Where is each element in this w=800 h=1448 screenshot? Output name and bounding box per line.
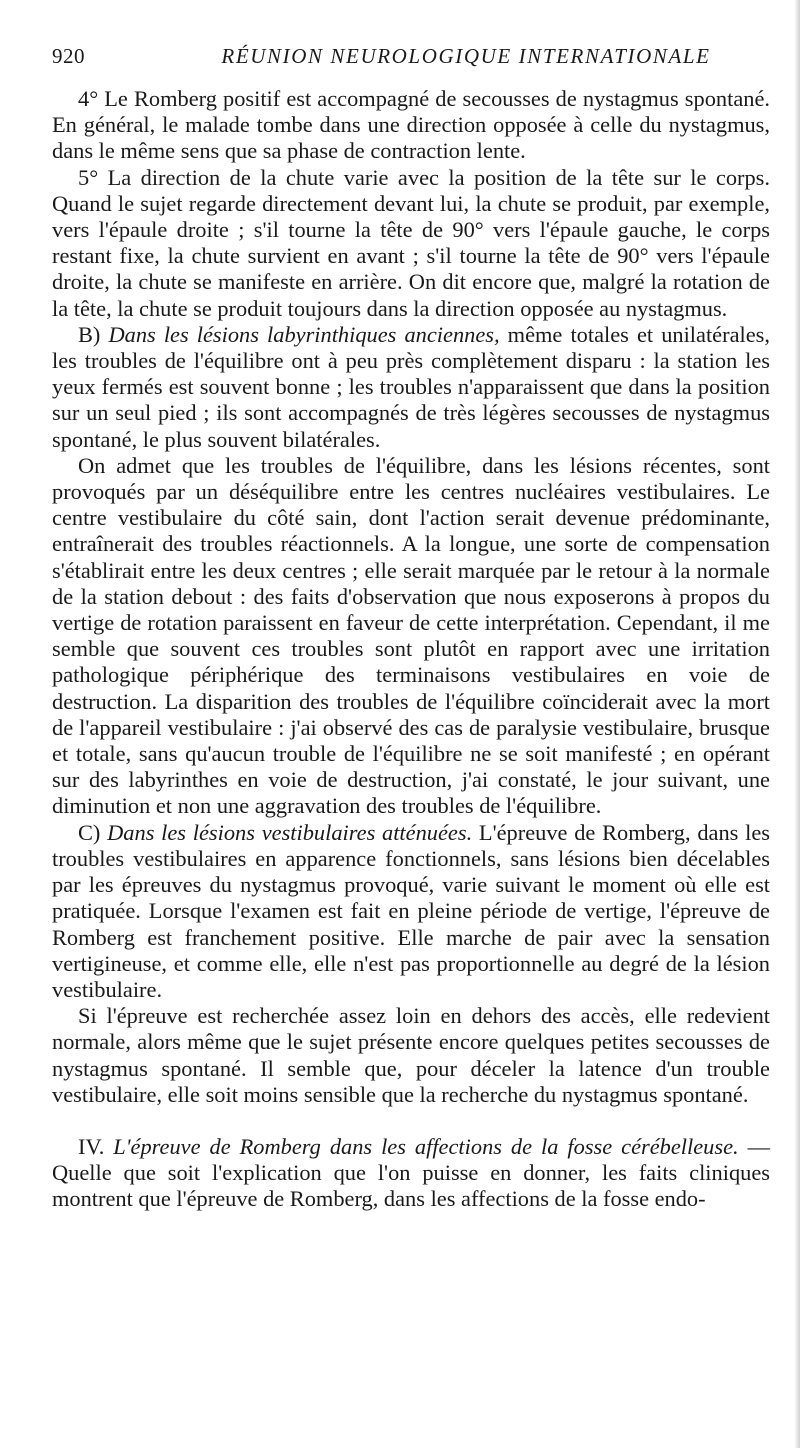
paragraph-text: Si l'épreuve est recherchée assez loin en dehors des accès, elle redevient normale, alors même que le sujet présente encore quelques petites secousses de nystagmus spontané. Il semble que, pour déceler la latence d'un trouble vestibulaire, elle soit moins sensible que la recherche du nystagmus spontané. [52,1003,770,1107]
section-label: B) [78,321,109,347]
page-header [52,44,760,74]
page-number: 920 [52,44,85,68]
paragraph-latency [52,1003,770,1108]
section-title: L'épreuve de Romberg dans les affections de la fosse cérébelleuse. [113,1133,739,1159]
paragraph-section-c [52,820,770,1003]
paragraph-text: même totales et unilatérales, les troubles de l'équilibre ont à peu près complètement disparu : la station les yeux fermés est souvent bonne ; les troubles n'apparaissent que dans la position sur un seul pied ; ils sont accompagnés de très légères secousses de nystagmus spontané, le plus souvent bilatérales. [52,321,770,452]
scan-edge-shadow [794,0,800,1448]
paragraph-section-b [52,322,770,453]
section-title: Dans les lésions vestibulaires atténuées. [107,819,473,845]
running-title: RÉUNION NEUROLOGIQUE INTERNATIONALE [221,44,711,68]
section-label: IV. [78,1133,114,1159]
section-label: C) [78,819,108,845]
paragraph-section-iv [52,1134,770,1213]
section-title: Dans les lésions labyrinthiques anciennes, [108,321,500,347]
paragraph-text: 4° Le Romberg positif est accompagné de secousses de nystagmus spontané. En général, le malade tombe dans une direction opposée à celle du nystagmus, dans le même sens que sa phase de contraction lente. [52,86,770,164]
paragraph-text: 5° La direction de la chute varie avec la position de la tête sur le corps. Quand le sujet regarde directement devant lui, la chute se produit, par exemple, vers l'épaule droite ; s'il tourne la tête de 90° vers l'épaule gauche, le corps restant fixe, la chute survient en avant ; s'il tourne la tête de 90° vers l'épaule droite, la chute se manifeste en arrière. On dit encore que, malgré la rotation de la tête, la chute se produit toujours dans la direction opposée au nystagmus. [52,164,770,321]
paragraph-compensation [52,453,770,820]
paragraph-item-5 [52,165,770,322]
page-body [52,86,770,1213]
paragraph-item-4 [52,86,770,165]
paragraph-text: On admet que les troubles de l'équilibre, dans les lésions récentes, sont provoqués par un déséquilibre entre les centres nucléaires vestibulaires. Le centre vestibulaire du côté sain, dont l'action serait devenue prédominante, entraînerait des troubles réactionnels. A la longue, une sorte de compensation s'établirait entre les deux centres ; elle serait marquée par le retour à la normale de la station debout : des faits d'observation que nous exposerons à propos du vertige de rotation paraissent en faveur de cette interprétation. Cependant, il me semble que souvent ces troubles sont plutôt en rapport avec une irritation pathologique périphérique des terminaisons vestibulaires en voie de destruction. La disparition des troubles de l'équilibre coïnciderait avec la mort de l'appareil vestibulaire : j'ai observé des cas de paralysie vestibulaire, brusque et totale, sans qu'aucun trouble de l'équilibre ne se soit manifesté ; en opérant sur des labyrinthes en voie de destruction, j'ai constaté, le jour suivant, une diminution et non une aggravation des troubles de l'équilibre. [52,452,770,819]
paragraph-text: — Quelle que soit l'explication que l'on puisse en donner, les faits cliniques montrent que l'épreuve de Romberg, dans les affections de la fosse endo- [52,1133,770,1212]
paragraph-text: L'épreuve de Romberg, dans les troubles vestibulaires en apparence fonctionnels, sans lésions bien décelables par les épreuves du nystagmus provoqué, varie suivant le moment où elle est pratiquée. Lorsque l'examen est fait en pleine période de vertige, l'épreuve de Romberg est franchement positive. Elle marche de pair avec la sensation vertigineuse, et comme elle, elle n'est pas proportionnelle au degré de la lésion vestibulaire. [52,819,770,1002]
